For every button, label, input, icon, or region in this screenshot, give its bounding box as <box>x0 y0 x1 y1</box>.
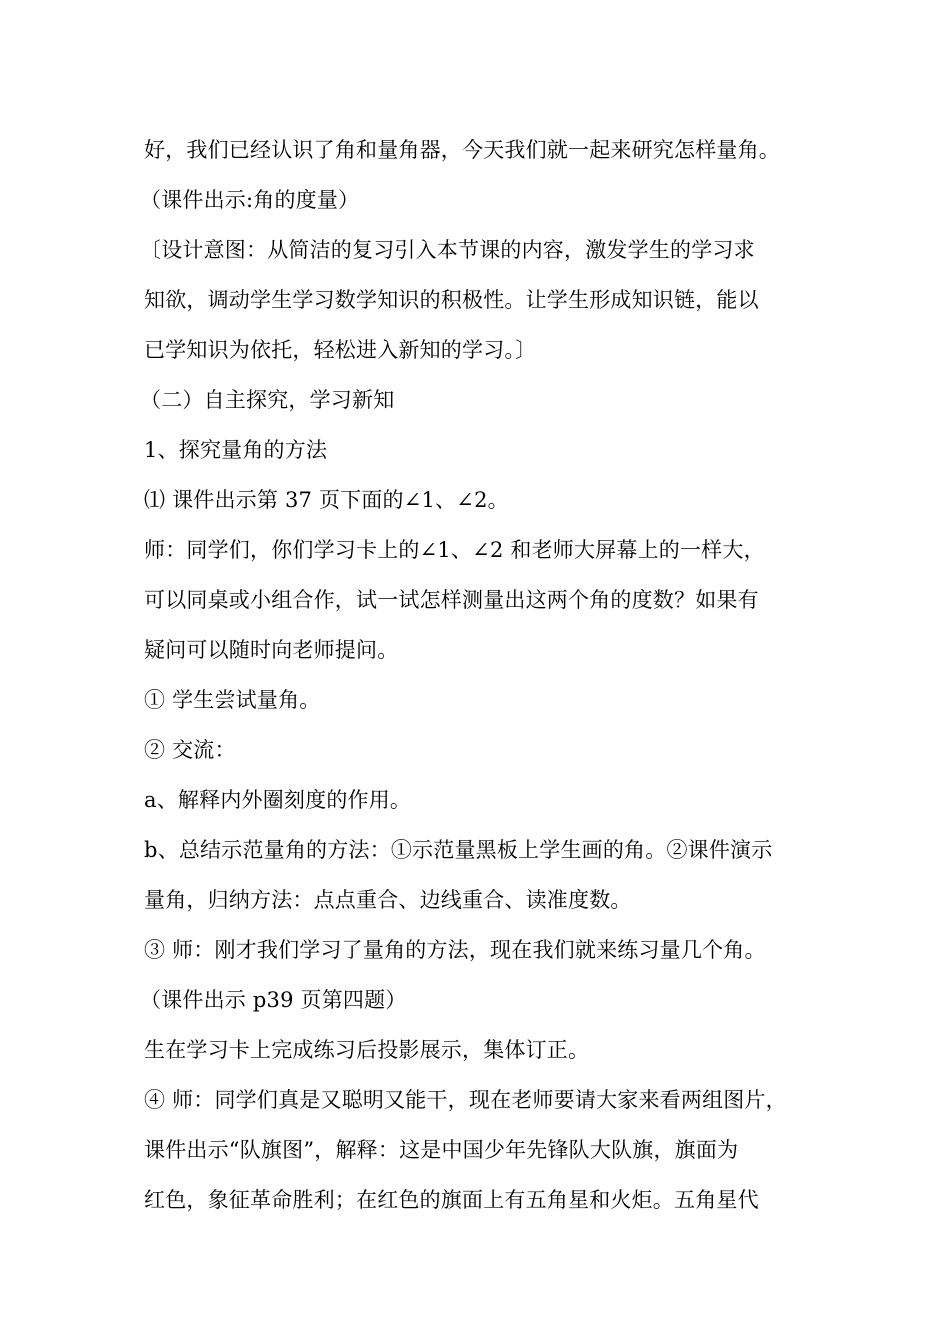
paragraph-line: 〔设计意图：从简洁的复习引入本节课的内容，激发学生的学习求 <box>140 238 755 262</box>
list-item: ① 学生尝试量角。 <box>144 688 321 712</box>
list-item: ③ 师：刚才我们学习了量角的方法，现在我们就来练习量几个角。 <box>144 938 766 962</box>
paragraph-line: （课件出示 p39 页第四题） <box>140 988 407 1012</box>
paragraph-line: 课件出示“队旗图”，解释：这是中国少年先锋队大队旗，旗面为 <box>144 1138 739 1162</box>
paragraph-line: 疑问可以随时向老师提问。 <box>144 638 399 662</box>
list-item: a、解释内外圈刻度的作用。 <box>144 788 412 812</box>
list-item: ② 交流： <box>144 738 236 762</box>
paragraph-line: 量角，归纳方法：点点重合、边线重合、读准度数。 <box>144 888 632 912</box>
paragraph-line: 好，我们已经认识了角和量角器，今天我们就一起来研究怎样量角。 <box>144 138 780 162</box>
paragraph-line: 红色，象征革命胜利；在红色的旗面上有五角星和火炬。五角星代 <box>144 1188 759 1212</box>
paragraph-line: 知欲，调动学生学习数学知识的积极性。让学生形成知识链，能以 <box>144 288 759 312</box>
paragraph-line: 可以同桌或小组合作，试一试怎样测量出这两个角的度数？如果有 <box>144 588 759 612</box>
paragraph-line: ⑴ 课件出示第 37 页下面的∠1、∠2。 <box>144 488 509 512</box>
paragraph-line: （课件出示:角的度量） <box>140 188 360 212</box>
paragraph-line: 生在学习卡上完成练习后投影展示，集体订正。 <box>144 1038 590 1062</box>
subsection-heading: 1、探究量角的方法 <box>144 438 328 462</box>
list-item: ④ 师：同学们真是又聪明又能干，现在老师要请大家来看两组图片， <box>144 1088 787 1112</box>
list-item: b、总结示范量角的方法：①示范量黑板上学生画的角。②课件演示 <box>144 838 773 862</box>
paragraph-line: 已学知识为依托，轻松进入新知的学习。〕 <box>144 338 537 362</box>
paragraph-line: 师：同学们，你们学习卡上的∠1、∠2 和老师大屏幕上的一样大， <box>144 538 765 562</box>
section-heading: （二）自主探究，学习新知 <box>140 388 395 412</box>
